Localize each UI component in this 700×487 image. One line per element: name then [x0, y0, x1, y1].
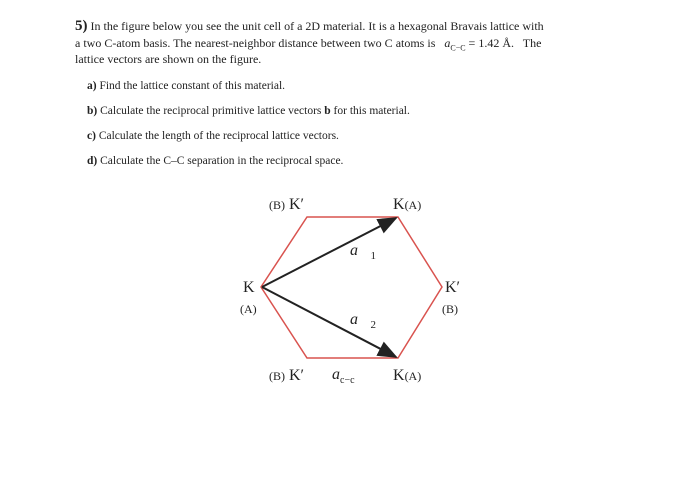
item-text: Calculate the C–C separation in the reciprocal space.: [100, 155, 344, 167]
site-label: (B): [269, 198, 285, 212]
bold-b: b: [324, 105, 331, 117]
label-top-right: [393, 196, 421, 214]
a1-symbol: a⃗: [350, 242, 371, 259]
label-bottom-left: [269, 367, 304, 385]
math-sub: C−C: [450, 43, 466, 53]
label-right-site: (B): [442, 302, 458, 316]
hexagon: [261, 217, 442, 358]
k-label: K: [393, 367, 405, 384]
label-left-site: (A): [240, 302, 257, 316]
label-a1: [350, 242, 376, 262]
problem-text: In the figure below you see the unit cell of a 2D material. It is a hexagonal Bravais lattice with: [90, 19, 544, 33]
a2-sub: 2: [370, 319, 376, 332]
item-label: d): [87, 155, 98, 167]
k-label: K′: [289, 196, 305, 213]
label-a2: [350, 311, 376, 331]
item-text: Calculate the length of the reciprocal lattice vectors.: [98, 130, 339, 142]
item-text: Find the lattice constant of this material.: [99, 80, 286, 92]
label-bottom-right: [393, 367, 421, 385]
math-value: = 1.42 Å.: [468, 36, 514, 50]
label-right-k: K′: [445, 279, 461, 296]
problem-text: The: [522, 36, 542, 50]
k-label: K: [393, 196, 405, 213]
site-label: (B): [269, 369, 285, 383]
a1-sub: 1: [370, 250, 376, 263]
problem-line-3: lattice vectors are shown on the figure.: [75, 52, 262, 66]
site-label: (A): [404, 369, 422, 383]
item-label: a): [87, 80, 97, 92]
label-left-k: K: [243, 279, 255, 296]
item-text: for this material.: [333, 105, 410, 117]
bond-sub: c−c: [340, 375, 355, 387]
item-label: c): [87, 130, 96, 142]
math-a: a: [444, 36, 451, 50]
k-label: K′: [289, 367, 305, 384]
problem-number: 5): [75, 18, 88, 34]
site-label: (A): [404, 198, 422, 212]
item-label: b): [87, 105, 98, 117]
a2-symbol: a⃗: [350, 311, 371, 328]
problem-text: a two C-atom basis. The nearest-neighbor distance between two C atoms is: [75, 36, 436, 50]
label-top-left: [269, 196, 304, 214]
item-text: Calculate the reciprocal primitive lattice vectors: [100, 105, 322, 117]
bond-a: a: [332, 366, 340, 383]
label-bond: [332, 366, 355, 386]
